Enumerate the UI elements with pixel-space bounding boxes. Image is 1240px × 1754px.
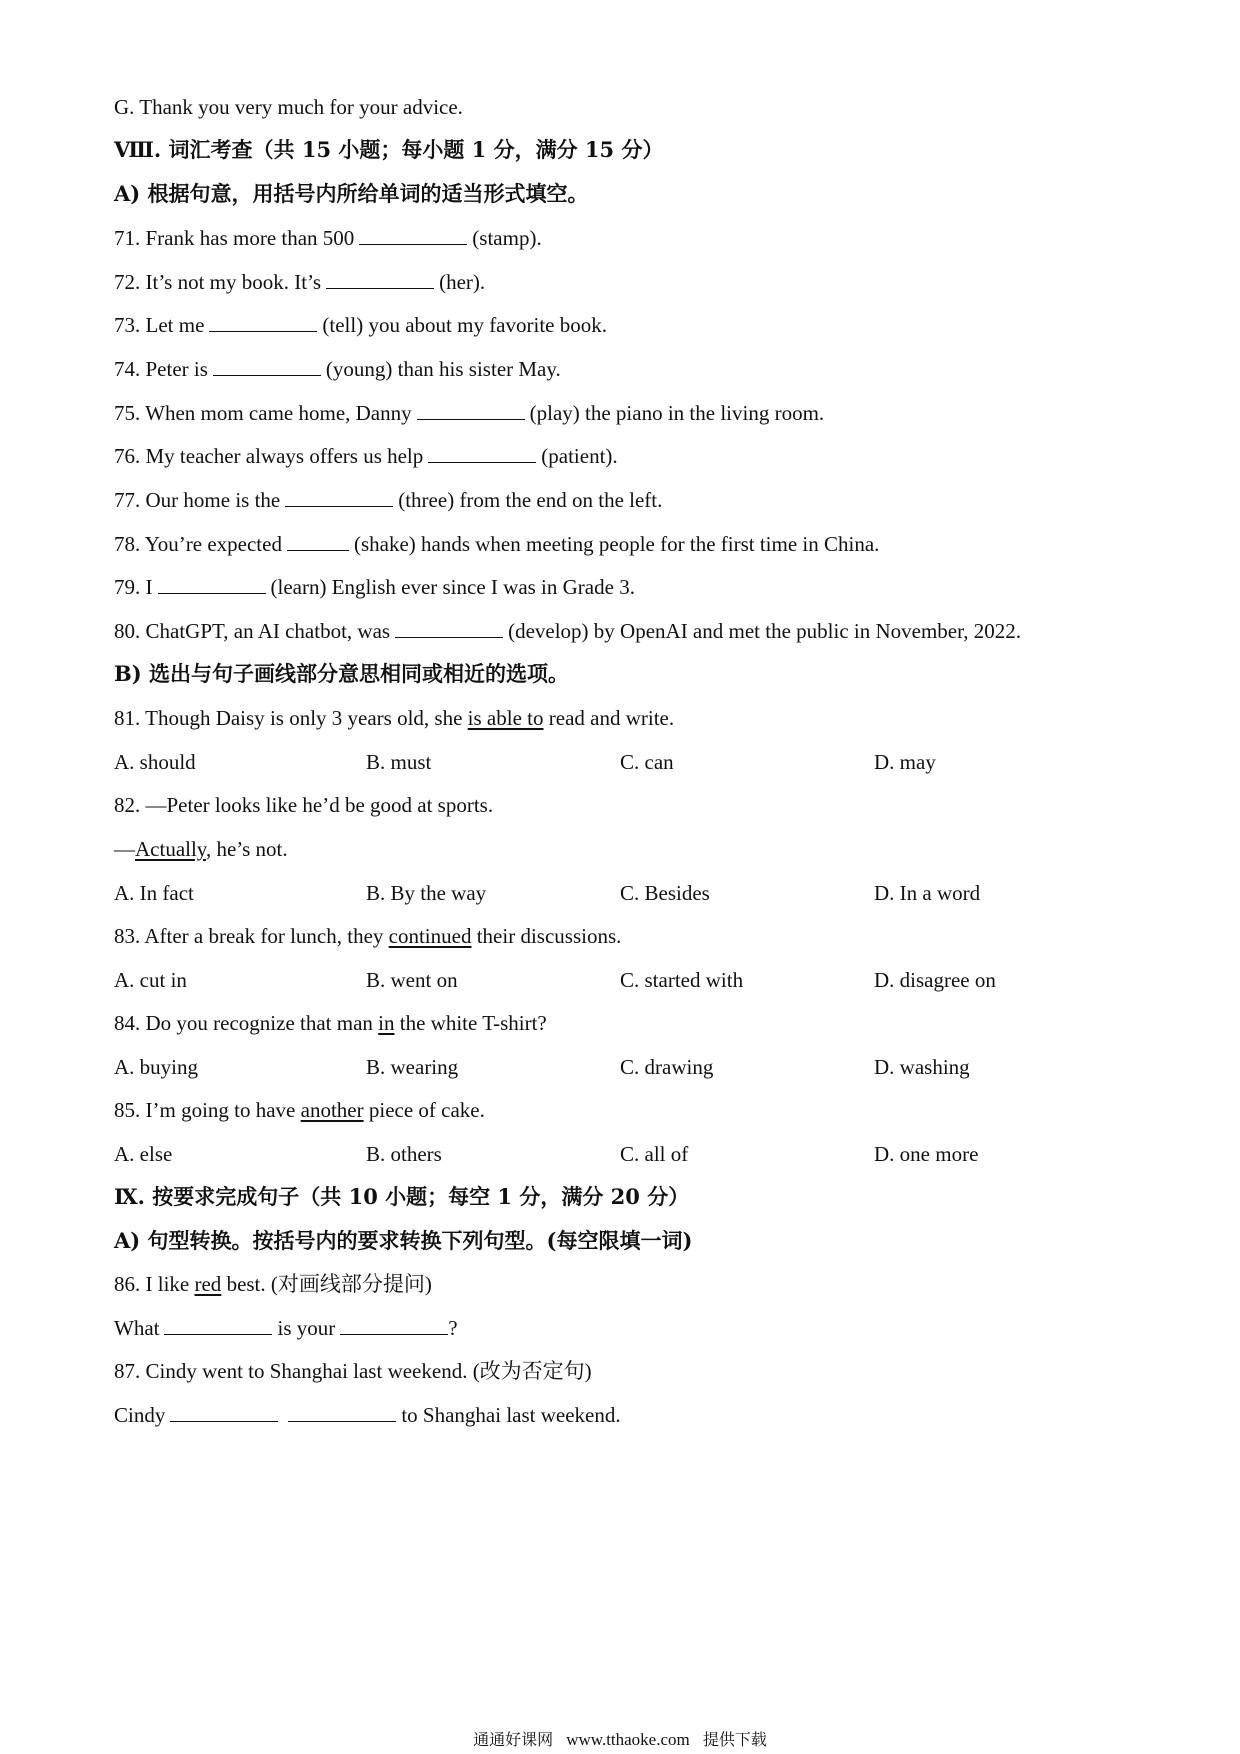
answer-blank[interactable] — [340, 1315, 448, 1335]
question-86-answer: What is your ? — [114, 1316, 458, 1340]
footer-url[interactable]: www.tthaoke.com — [566, 1730, 690, 1749]
option-b[interactable]: B. went on — [366, 968, 458, 992]
section-9-part-a-title: A) 句型转换。按括号内的要求转换下列句型。(每空限填一词) — [114, 1228, 693, 1253]
question-87-answer: Cindy to Shanghai last weekend. — [114, 1403, 621, 1427]
answer-blank[interactable] — [395, 618, 503, 638]
answer-blank[interactable] — [326, 269, 434, 289]
question-71: 71. Frank has more than 500 (stamp). — [114, 226, 542, 250]
underlined-phrase: is able to — [467, 706, 544, 730]
option-c[interactable]: C. started with — [620, 968, 744, 992]
question-78: 78. You’re expected (shake) hands when meeting people for the first time in China. — [114, 532, 880, 556]
underlined-phrase: another — [300, 1098, 364, 1122]
option-a[interactable]: A. In fact — [114, 881, 194, 905]
question-74: 74. Peter is (young) than his sister May. — [114, 357, 561, 381]
option-b[interactable]: B. By the way — [366, 881, 487, 905]
option-b[interactable]: B. wearing — [366, 1055, 459, 1079]
footer-note: 提供下载 — [702, 1730, 767, 1749]
question-77: 77. Our home is the (three) from the end on the left. — [114, 488, 663, 512]
option-d[interactable]: D. disagree on — [874, 968, 996, 992]
answer-blank[interactable] — [287, 531, 349, 551]
option-b[interactable]: B. must — [366, 750, 432, 774]
option-d[interactable]: D. one more — [874, 1142, 979, 1166]
option-d[interactable]: D. In a word — [874, 881, 981, 905]
option-a[interactable]: A. buying — [114, 1055, 198, 1079]
question-80: 80. ChatGPT, an AI chatbot, was (develop) by OpenAI and met the public in November, 2022. — [114, 619, 1022, 643]
option-d[interactable]: D. may — [874, 750, 936, 774]
answer-blank[interactable] — [285, 487, 393, 507]
answer-blank[interactable] — [164, 1315, 272, 1335]
question-82-reply: —Actually, he’s not. — [114, 837, 288, 861]
question-83: 83. After a break for lunch, they continued their discussions. — [114, 924, 622, 948]
underlined-phrase: continued — [388, 924, 472, 948]
question-75: 75. When mom came home, Danny (play) the piano in the living room. — [114, 401, 825, 425]
section-8-title: Ⅷ. 词汇考查（共 15 小题；每小题 1 分，满分 15 分） — [114, 137, 664, 162]
question-81: 81. Though Daisy is only 3 years old, she is able to read and write. — [114, 706, 675, 730]
answer-blank[interactable] — [213, 356, 321, 376]
question-85: 85. I’m going to have another piece of cake. — [114, 1098, 485, 1122]
underlined-phrase: in — [378, 1011, 395, 1035]
answer-blank[interactable] — [170, 1402, 278, 1422]
answer-blank[interactable] — [417, 400, 525, 420]
option-c[interactable]: C. can — [620, 750, 674, 774]
question-86: 86. I like red best. (对画线部分提问) — [114, 1272, 432, 1296]
question-73: 73. Let me (tell) you about my favorite book. — [114, 313, 607, 337]
section-8-part-a-title: A) 根据句意，用括号内所给单词的适当形式填空。 — [114, 181, 589, 206]
answer-blank[interactable] — [288, 1402, 396, 1422]
option-a[interactable]: A. else — [114, 1142, 173, 1166]
option-b[interactable]: B. others — [366, 1142, 442, 1166]
option-c[interactable]: C. all of — [620, 1142, 689, 1166]
footer-site-name: 通通好课网 — [473, 1730, 554, 1749]
option-d[interactable]: D. washing — [874, 1055, 970, 1079]
answer-blank[interactable] — [428, 443, 536, 463]
answer-blank[interactable] — [209, 312, 317, 332]
question-72: 72. It’s not my book. It’s (her). — [114, 270, 486, 294]
question-87: 87. Cindy went to Shanghai last weekend. (改为否定句) — [114, 1359, 592, 1383]
option-c[interactable]: C. Besides — [620, 881, 710, 905]
option-c[interactable]: C. drawing — [620, 1055, 714, 1079]
question-79: 79. I (learn) English ever since I was in Grade 3. — [114, 575, 635, 599]
section-8-part-b-title: B) 选出与句子画线部分意思相同或相近的选项。 — [114, 661, 569, 686]
question-84: 84. Do you recognize that man in the white T-shirt? — [114, 1011, 547, 1035]
answer-blank[interactable] — [158, 574, 266, 594]
option-a[interactable]: A. should — [114, 750, 196, 774]
option-a[interactable]: A. cut in — [114, 968, 187, 992]
option-g: G. Thank you very much for your advice. — [114, 95, 463, 119]
section-9-title: Ⅸ. 按要求完成句子（共 10 小题；每空 1 分，满分 20 分） — [114, 1184, 690, 1209]
underlined-phrase: Actually — [135, 837, 206, 861]
question-76: 76. My teacher always offers us help (patient). — [114, 444, 618, 468]
page-footer — [0, 1727, 1240, 1750]
underlined-phrase: red — [194, 1272, 222, 1296]
question-82: 82. —Peter looks like he’d be good at sports. — [114, 793, 494, 817]
answer-blank[interactable] — [359, 225, 467, 245]
